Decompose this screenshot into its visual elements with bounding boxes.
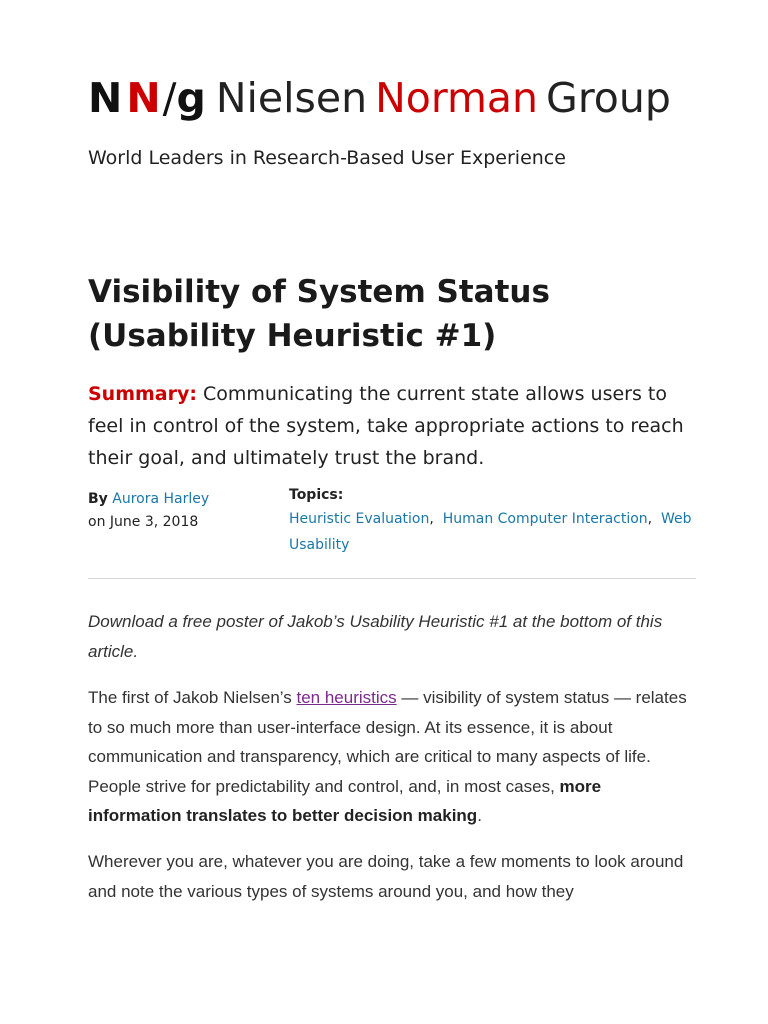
nng-logo[interactable]	[88, 74, 671, 122]
article-summary	[88, 378, 696, 474]
publish-date: on June 3, 2018	[88, 514, 199, 530]
byline	[88, 488, 209, 534]
poster-intro: Download a free poster of Jakob’s Usability Heuristic #1 at the bottom of this article.	[88, 612, 663, 661]
article-title: Visibility of System Status (Usability Heuristic #1)	[88, 274, 550, 354]
topic-separator: ,	[647, 511, 653, 527]
logo-n-black: N	[88, 74, 123, 122]
topic-link-human-computer-interaction[interactable]: Human Computer Interaction	[442, 511, 648, 527]
summary-text: Communicating the current state allows users to feel in control of the system, take appropriate actions to reach their goal, and ultimately trust the brand.	[88, 383, 684, 469]
topics-block	[289, 484, 694, 558]
topics-label: Topics:	[289, 487, 344, 503]
logo-word-group: Group	[546, 74, 671, 122]
logo-g: g	[176, 74, 206, 122]
paragraph-1	[88, 683, 696, 831]
p1-bold: more information translates to better decision making	[88, 776, 602, 825]
topic-link-web-usability[interactable]: Web Usability	[289, 511, 692, 553]
logo-slash: /	[162, 74, 177, 122]
topic-separator: ,	[429, 511, 434, 527]
divider	[88, 578, 696, 579]
paragraph-2: Wherever you are, whatever you are doing, take a few moments to look around and note the various types of systems around you, and how they	[88, 852, 684, 901]
p1-before: The first of Jakob Nielsen’s	[88, 688, 297, 707]
site-tagline: World Leaders in Research-Based User Experience	[88, 147, 566, 169]
logo-word-nielsen: Nielsen	[215, 74, 368, 122]
logo-word-norman: Norman	[375, 74, 539, 122]
p1-middle: — visibility of system status — relates to so much more than user-interface design. At its essence, it is about communication and transparency, which are critical to many aspects of life. People strive for predictability and control, and, in most cases,	[88, 688, 687, 796]
topic-link-heuristic-evaluation[interactable]: Heuristic Evaluation	[289, 511, 430, 527]
author-line	[88, 488, 209, 511]
logo-n-red: N	[126, 74, 161, 122]
author-link[interactable]: Aurora Harley	[112, 491, 210, 507]
ten-heuristics-link[interactable]: ten heuristics	[296, 688, 397, 707]
by-label: By	[88, 491, 108, 507]
summary-label: Summary:	[88, 383, 197, 405]
p1-end: .	[477, 806, 482, 825]
